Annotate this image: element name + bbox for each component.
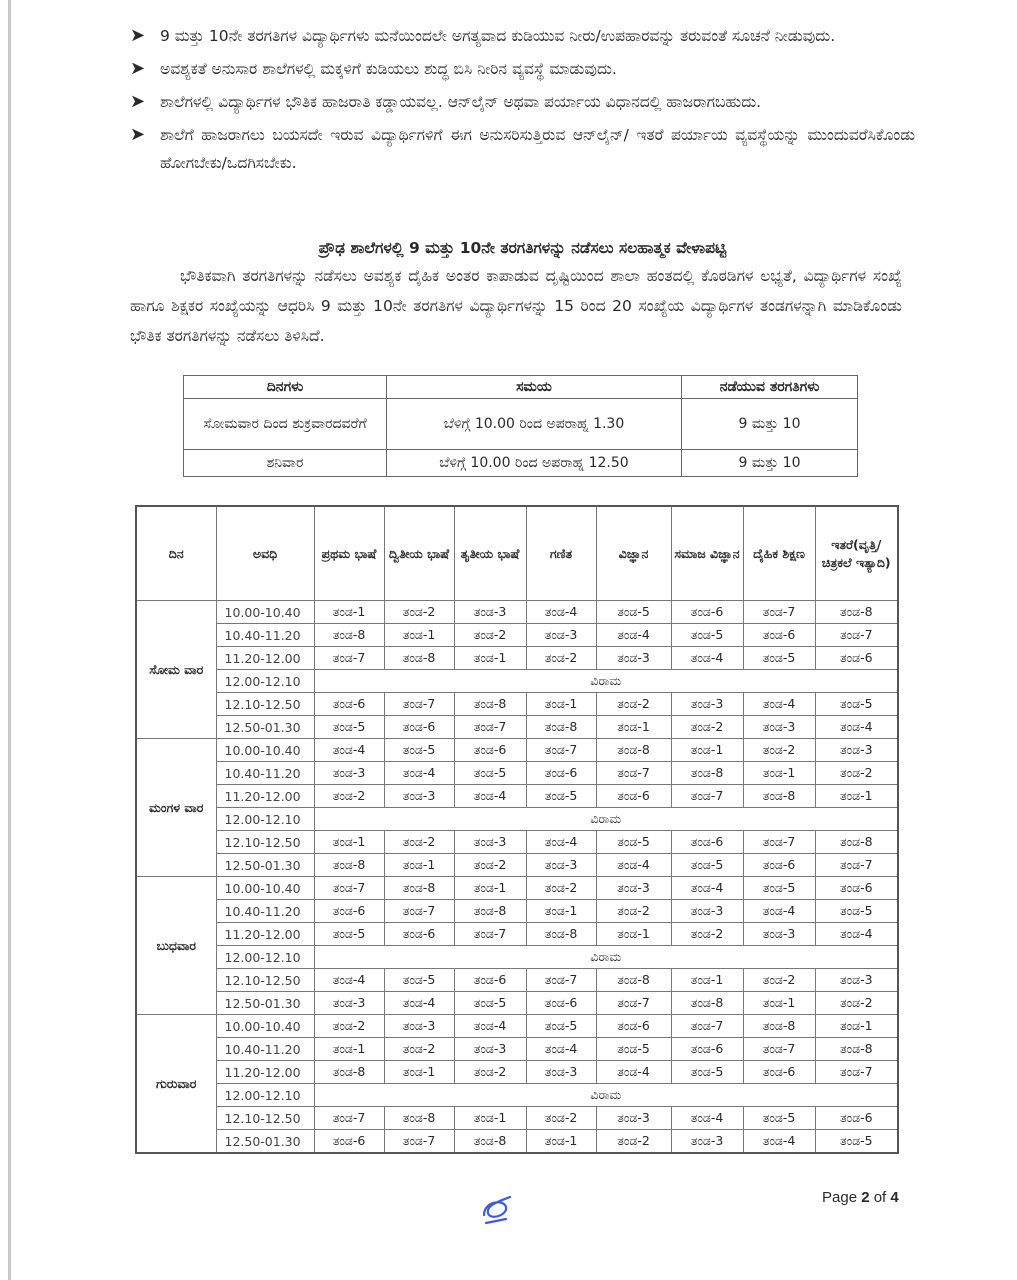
group-cell: ತಂಡ-2 <box>743 969 815 992</box>
bullet-item <box>130 88 915 116</box>
group-cell: ತಂಡ-1 <box>671 969 743 992</box>
arrow-bullet-icon: ➤ <box>130 91 146 112</box>
period-cell: 10.00-10.40 <box>216 739 314 762</box>
timetable-row <box>136 647 898 670</box>
group-cell: ತಂಡ-8 <box>314 854 384 877</box>
summary-cell-classes: 9 ಮತ್ತು 10 <box>682 399 858 450</box>
period-cell: 10.40-11.20 <box>216 1038 314 1061</box>
group-cell: ತಂಡ-5 <box>596 1038 671 1061</box>
summary-cell-classes: 9 ಮತ್ತು 10 <box>682 450 858 477</box>
group-cell: ತಂಡ-8 <box>596 739 671 762</box>
group-cell: ತಂಡ-2 <box>526 877 596 900</box>
period-cell: 12.00-12.10 <box>216 670 314 693</box>
group-cell: ತಂಡ-7 <box>526 739 596 762</box>
group-cell: ತಂಡ-7 <box>384 900 454 923</box>
group-cell: ತಂಡ-6 <box>671 1038 743 1061</box>
group-cell: ತಂಡ-4 <box>815 923 898 946</box>
group-cell: ತಂಡ-2 <box>596 693 671 716</box>
group-cell: ತಂಡ-5 <box>743 877 815 900</box>
group-cell: ತಂಡ-3 <box>314 992 384 1015</box>
group-cell: ತಂಡ-4 <box>384 762 454 785</box>
group-cell: ತಂಡ-1 <box>526 1130 596 1154</box>
timetable-row <box>136 969 898 992</box>
timetable-header-cell: ತೃತೀಯ ಭಾಷೆ <box>454 506 526 601</box>
group-cell: ತಂಡ-4 <box>526 601 596 624</box>
bullet-text: 9 ಮತ್ತು 10ನೇ ತರಗತಿಗಳ ವಿದ್ಯಾರ್ಥಿಗಳು ಮನೆಯಿಂದಲೇ ಅಗತ್ಯವಾದ ಕುಡಿಯುವ ನೀರು/ಉಪಹಾರವನ್ನು ತರುವಂತೆ ಸೂಚನೆ ನೀಡುವುದು. <box>160 27 836 45</box>
timetable-row <box>136 1107 898 1130</box>
group-cell: ತಂಡ-8 <box>526 923 596 946</box>
group-cell: ತಂಡ-5 <box>384 739 454 762</box>
period-cell: 12.50-01.30 <box>216 1130 314 1154</box>
group-cell: ತಂಡ-3 <box>743 716 815 739</box>
group-cell: ತಂಡ-3 <box>671 900 743 923</box>
group-cell: ತಂಡ-3 <box>454 601 526 624</box>
group-cell: ತಂಡ-3 <box>596 877 671 900</box>
group-cell: ತಂಡ-4 <box>314 969 384 992</box>
summary-cell-days: ಶನಿವಾರ <box>184 450 387 477</box>
group-cell: ತಂಡ-8 <box>671 992 743 1015</box>
intro-paragraph: ಭೌತಿಕವಾಗಿ ತರಗತಿಗಳನ್ನು ನಡೆಸಲು ಅವಶ್ಯಕ ದೈಹಿಕ ಅಂತರ ಕಾಪಾಡುವ ದೃಷ್ಟಿಯಿಂದ ಶಾಲಾ ಹಂತದಲ್ಲಿ ಕೊಠಡಿಗಳ ಲಭ್ಯತೆ, ವಿದ್ಯಾರ್ಥಿಗಳ ಸಂಖ್ಯೆ ಹಾಗೂ ಶಿಕ್ಷಕರ ಸಂಖ್ಯೆಯನ್ನು ಆಧರಿಸಿ 9 ಮತ್ತು 10ನೇ ತರಗತಿಗಳ ವಿದ್ಯಾರ್ಥಿಗಳನ್ನು 15 ರಿಂದ 20 ಸಂಖ್ಯೆಯ ವಿದ್ಯಾರ್ಥಿಗಳ ತಂಡಗಳನ್ನಾಗಿ ಮಾಡಿಕೊಂಡು ಭೌತಿಕ ತರಗತಿಗಳನ್ನು ನಡೆಸಲು ತಿಳಿಸಿದೆ. <box>130 267 902 345</box>
summary-cell-time: ಬೆಳಿಗ್ಗೆ 10.00 ರಿಂದ ಅಪರಾಹ್ನ 12.50 <box>387 450 682 477</box>
timetable-row <box>136 762 898 785</box>
timetable-header-cell: ದೈಹಿಕ ಶಿಕ್ಷಣ <box>743 506 815 601</box>
period-cell: 12.00-12.10 <box>216 808 314 831</box>
bullet-list <box>130 22 915 182</box>
period-cell: 10.40-11.20 <box>216 624 314 647</box>
group-cell: ತಂಡ-5 <box>384 969 454 992</box>
group-cell: ತಂಡ-5 <box>815 693 898 716</box>
group-cell: ತಂಡ-2 <box>384 601 454 624</box>
group-cell: ತಂಡ-4 <box>596 854 671 877</box>
group-cell: ತಂಡ-8 <box>384 1107 454 1130</box>
signature-logo-icon <box>476 1193 516 1227</box>
group-cell: ತಂಡ-1 <box>526 900 596 923</box>
group-cell: ತಂಡ-5 <box>454 992 526 1015</box>
group-cell: ತಂಡ-8 <box>454 1130 526 1154</box>
group-cell: ತಂಡ-2 <box>384 831 454 854</box>
group-cell: ತಂಡ-6 <box>526 992 596 1015</box>
timetable-header-cell: ದ್ವಿತೀಯ ಭಾಷೆ <box>384 506 454 601</box>
group-cell: ತಂಡ-1 <box>743 762 815 785</box>
break-cell: ವಿರಾಮ <box>314 670 898 693</box>
timetable-row <box>136 739 898 762</box>
timetable-header-cell: ಪ್ರಥಮ ಭಾಷೆ <box>314 506 384 601</box>
group-cell: ತಂಡ-8 <box>384 877 454 900</box>
group-cell: ತಂಡ-6 <box>743 624 815 647</box>
group-cell: ತಂಡ-3 <box>384 1015 454 1038</box>
group-cell: ತಂಡ-4 <box>743 900 815 923</box>
period-cell: 11.20-12.00 <box>216 785 314 808</box>
timetable-row <box>136 785 898 808</box>
group-cell: ತಂಡ-8 <box>743 1015 815 1038</box>
break-cell: ವಿರಾಮ <box>314 808 898 831</box>
group-cell: ತಂಡ-7 <box>815 854 898 877</box>
group-cell: ತಂಡ-1 <box>815 785 898 808</box>
group-cell: ತಂಡ-5 <box>743 1107 815 1130</box>
bullet-text: ಶಾಲೆಗಳಲ್ಲಿ ವಿದ್ಯಾರ್ಥಿಗಳ ಭೌತಿಕ ಹಾಜರಾತಿ ಕಡ್ಡಾಯವಲ್ಲ. ಆನ್‌ಲೈನ್ ಅಥವಾ ಪರ್ಯಾಯ ವಿಧಾನದಲ್ಲಿ ಹಾಜರಾಗಬಹುದು. <box>160 93 762 111</box>
group-cell: ತಂಡ-4 <box>815 716 898 739</box>
group-cell: ತಂಡ-3 <box>526 624 596 647</box>
day-name-cell: ಮಂಗಳ ವಾರ <box>136 739 216 877</box>
group-cell: ತಂಡ-3 <box>671 1130 743 1154</box>
group-cell: ತಂಡ-5 <box>526 785 596 808</box>
break-cell: ವಿರಾಮ <box>314 946 898 969</box>
timetable-row <box>136 716 898 739</box>
group-cell: ತಂಡ-8 <box>314 1061 384 1084</box>
group-cell: ತಂಡ-5 <box>671 1061 743 1084</box>
group-cell: ತಂಡ-3 <box>671 693 743 716</box>
group-cell: ತಂಡ-1 <box>454 647 526 670</box>
group-cell: ತಂಡ-6 <box>743 854 815 877</box>
page-separator: of <box>869 1189 891 1206</box>
group-cell: ತಂಡ-2 <box>671 923 743 946</box>
group-cell: ತಂಡ-8 <box>815 601 898 624</box>
period-cell: 10.00-10.40 <box>216 877 314 900</box>
group-cell: ತಂಡ-5 <box>671 624 743 647</box>
period-cell: 10.40-11.20 <box>216 762 314 785</box>
group-cell: ತಂಡ-7 <box>815 1061 898 1084</box>
group-cell: ತಂಡ-2 <box>454 854 526 877</box>
group-cell: ತಂಡ-8 <box>815 1038 898 1061</box>
group-cell: ತಂಡ-6 <box>596 1015 671 1038</box>
group-cell: ತಂಡ-7 <box>526 969 596 992</box>
period-cell: 12.10-12.50 <box>216 969 314 992</box>
summary-header-days: ದಿನಗಳು <box>184 376 387 399</box>
group-cell: ತಂಡ-4 <box>454 785 526 808</box>
group-cell: ತಂಡ-6 <box>384 923 454 946</box>
group-cell: ತಂಡ-6 <box>314 1130 384 1154</box>
group-cell: ತಂಡ-2 <box>671 716 743 739</box>
group-cell: ತಂಡ-6 <box>526 762 596 785</box>
group-cell: ತಂಡ-8 <box>596 969 671 992</box>
day-name-cell: ಗುರುವಾರ <box>136 1015 216 1154</box>
bullet-item <box>130 121 915 177</box>
timetable-header-cell: ಗಣಿತ <box>526 506 596 601</box>
group-cell: ತಂಡ-1 <box>596 716 671 739</box>
period-cell: 10.00-10.40 <box>216 1015 314 1038</box>
timetable-row <box>136 900 898 923</box>
group-cell: ತಂಡ-3 <box>384 785 454 808</box>
timetable-row <box>136 831 898 854</box>
bullet-text: ಅವಶ್ಯಕತೆ ಅನುಸಾರ ಶಾಲೆಗಳಲ್ಲಿ ಮಕ್ಕಳಿಗೆ ಕುಡಿಯಲು ಶುದ್ಧ ಬಿಸಿ ನೀರಿನ ವ್ಯವಸ್ಥೆ ಮಾಡುವುದು. <box>160 60 617 78</box>
page-prefix: Page <box>822 1189 862 1206</box>
group-cell: ತಂಡ-5 <box>454 762 526 785</box>
group-cell: ತಂಡ-7 <box>743 1038 815 1061</box>
group-cell: ತಂಡ-6 <box>815 1107 898 1130</box>
group-cell: ತಂಡ-1 <box>314 831 384 854</box>
group-cell: ತಂಡ-2 <box>526 1107 596 1130</box>
group-cell: ತಂಡ-4 <box>596 624 671 647</box>
break-row <box>136 808 898 831</box>
group-cell: ತಂಡ-7 <box>314 877 384 900</box>
group-cell: ತಂಡ-2 <box>526 647 596 670</box>
group-cell: ತಂಡ-2 <box>314 1015 384 1038</box>
page-current: 2 <box>861 1189 870 1206</box>
group-cell: ತಂಡ-3 <box>596 1107 671 1130</box>
period-cell: 11.20-12.00 <box>216 647 314 670</box>
group-cell: ತಂಡ-6 <box>815 647 898 670</box>
timetable-header-cell: ದಿನ <box>136 506 216 601</box>
group-cell: ತಂಡ-8 <box>743 785 815 808</box>
group-cell: ತಂಡ-6 <box>314 693 384 716</box>
weekly-timetable <box>135 505 899 1154</box>
group-cell: ತಂಡ-7 <box>384 1130 454 1154</box>
arrow-bullet-icon: ➤ <box>130 25 146 46</box>
timetable-row <box>136 1061 898 1084</box>
period-cell: 12.50-01.30 <box>216 992 314 1015</box>
group-cell: ತಂಡ-1 <box>526 693 596 716</box>
group-cell: ತಂಡ-1 <box>454 1107 526 1130</box>
period-cell: 12.00-12.10 <box>216 1084 314 1107</box>
timetable-row <box>136 1130 898 1154</box>
group-cell: ತಂಡ-3 <box>743 923 815 946</box>
summary-header-time: ಸಮಯ <box>387 376 682 399</box>
group-cell: ತಂಡ-5 <box>596 601 671 624</box>
group-cell: ತಂಡ-6 <box>314 900 384 923</box>
group-cell: ತಂಡ-7 <box>671 785 743 808</box>
timetable-row <box>136 854 898 877</box>
group-cell: ತಂಡ-1 <box>743 992 815 1015</box>
group-cell: ತಂಡ-2 <box>815 992 898 1015</box>
group-cell: ತಂಡ-1 <box>384 854 454 877</box>
group-cell: ತಂಡ-3 <box>815 739 898 762</box>
timetable-row <box>136 1038 898 1061</box>
group-cell: ತಂಡ-4 <box>743 1130 815 1154</box>
group-cell: ತಂಡ-5 <box>815 900 898 923</box>
group-cell: ತಂಡ-3 <box>815 969 898 992</box>
group-cell: ತಂಡ-8 <box>454 900 526 923</box>
group-cell: ತಂಡ-2 <box>596 900 671 923</box>
group-cell: ತಂಡ-7 <box>454 923 526 946</box>
summary-cell-days: ಸೋಮವಾರ ದಿಂದ ಶುಕ್ರವಾರದವರೆಗೆ <box>184 399 387 450</box>
day-name-cell: ಬುಧವಾರ <box>136 877 216 1015</box>
period-cell: 12.10-12.50 <box>216 693 314 716</box>
group-cell: ತಂಡ-3 <box>526 854 596 877</box>
group-cell: ತಂಡ-4 <box>384 992 454 1015</box>
period-cell: 12.10-12.50 <box>216 831 314 854</box>
group-cell: ತಂಡ-4 <box>671 877 743 900</box>
timetable-row <box>136 992 898 1015</box>
period-cell: 12.00-12.10 <box>216 946 314 969</box>
group-cell: ತಂಡ-8 <box>671 762 743 785</box>
group-cell: ತಂಡ-7 <box>314 1107 384 1130</box>
timetable-header-cell: ಸಮಾಜ ವಿಜ್ಞಾನ <box>671 506 743 601</box>
timetable-header-cell: ಇತರೆ(ವೃತ್ತಿ/ ಚಿತ್ರಕಲೆ ಇತ್ಯಾದಿ) <box>815 506 898 601</box>
summary-cell-time: ಬೆಳಿಗ್ಗೆ 10.00 ರಿಂದ ಅಪರಾಹ್ನ 1.30 <box>387 399 682 450</box>
group-cell: ತಂಡ-8 <box>815 831 898 854</box>
bullet-text: ಶಾಲೆಗೆ ಹಾಜರಾಗಲು ಬಯಸದೇ ಇರುವ ವಿದ್ಯಾರ್ಥಿಗಳಿಗೆ ಈಗ ಅನುಸರಿಸುತ್ತಿರುವ ಆನ್‌ಲೈನ್/ ಇತರೆ ಪರ್ಯಾಯ ವ್ಯವಸ್ಥೆಯನ್ನು ಮುಂದುವರೆಸಿಕೊಂಡು ಹೋಗಬೇಕು/ಒದಗಿಸಬೇಕು. <box>160 126 915 172</box>
summary-header-classes: ನಡೆಯುವ ತರಗತಿಗಳು <box>682 376 858 399</box>
bullet-item <box>130 22 915 50</box>
summary-row <box>184 450 858 477</box>
group-cell: ತಂಡ-5 <box>671 854 743 877</box>
group-cell: ತಂಡ-2 <box>743 739 815 762</box>
group-cell: ತಂಡ-2 <box>596 1130 671 1154</box>
page-edge <box>8 0 11 1280</box>
group-cell: ತಂಡ-3 <box>454 831 526 854</box>
group-cell: ತಂಡ-5 <box>314 716 384 739</box>
group-cell: ತಂಡ-3 <box>526 1061 596 1084</box>
break-row <box>136 1084 898 1107</box>
group-cell: ತಂಡ-8 <box>314 624 384 647</box>
group-cell: ತಂಡ-1 <box>596 923 671 946</box>
day-name-cell: ಸೋಮ ವಾರ <box>136 601 216 739</box>
group-cell: ತಂಡ-6 <box>671 831 743 854</box>
page-number <box>822 1189 899 1206</box>
group-cell: ತಂಡ-7 <box>596 992 671 1015</box>
group-cell: ತಂಡ-7 <box>815 624 898 647</box>
group-cell: ತಂಡ-4 <box>596 1061 671 1084</box>
group-cell: ತಂಡ-6 <box>384 716 454 739</box>
group-cell: ತಂಡ-5 <box>596 831 671 854</box>
group-cell: ತಂಡ-1 <box>454 877 526 900</box>
group-cell: ತಂಡ-2 <box>454 624 526 647</box>
group-cell: ತಂಡ-3 <box>314 762 384 785</box>
group-cell: ತಂಡ-5 <box>743 647 815 670</box>
timetable-row <box>136 1015 898 1038</box>
group-cell: ತಂಡ-6 <box>454 969 526 992</box>
summary-table <box>183 375 858 477</box>
break-cell: ವಿರಾಮ <box>314 1084 898 1107</box>
group-cell: ತಂಡ-8 <box>384 647 454 670</box>
group-cell: ತಂಡ-2 <box>454 1061 526 1084</box>
group-cell: ತಂಡ-1 <box>671 739 743 762</box>
group-cell: ತಂಡ-4 <box>526 831 596 854</box>
group-cell: ತಂಡ-4 <box>526 1038 596 1061</box>
group-cell: ತಂಡ-1 <box>384 1061 454 1084</box>
group-cell: ತಂಡ-4 <box>743 693 815 716</box>
group-cell: ತಂಡ-4 <box>314 739 384 762</box>
group-cell: ತಂಡ-1 <box>815 1015 898 1038</box>
group-cell: ತಂಡ-6 <box>454 739 526 762</box>
timetable-row <box>136 601 898 624</box>
group-cell: ತಂಡ-7 <box>596 762 671 785</box>
group-cell: ತಂಡ-6 <box>596 785 671 808</box>
timetable-row <box>136 624 898 647</box>
group-cell: ತಂಡ-6 <box>815 877 898 900</box>
group-cell: ತಂಡ-4 <box>671 1107 743 1130</box>
group-cell: ತಂಡ-3 <box>454 1038 526 1061</box>
bullet-item <box>130 55 915 83</box>
period-cell: 10.40-11.20 <box>216 900 314 923</box>
group-cell: ತಂಡ-4 <box>454 1015 526 1038</box>
timetable-row <box>136 877 898 900</box>
period-cell: 12.50-01.30 <box>216 716 314 739</box>
page-total: 4 <box>890 1189 899 1206</box>
group-cell: ತಂಡ-1 <box>314 1038 384 1061</box>
group-cell: ತಂಡ-5 <box>815 1130 898 1154</box>
group-cell: ತಂಡ-8 <box>454 693 526 716</box>
group-cell: ತಂಡ-7 <box>314 647 384 670</box>
timetable-header-cell: ಅವಧಿ <box>216 506 314 601</box>
group-cell: ತಂಡ-7 <box>671 1015 743 1038</box>
group-cell: ತಂಡ-8 <box>526 716 596 739</box>
period-cell: 12.10-12.50 <box>216 1107 314 1130</box>
arrow-bullet-icon: ➤ <box>130 58 146 79</box>
timetable-row <box>136 923 898 946</box>
timetable-header-row <box>136 506 898 601</box>
group-cell: ತಂಡ-2 <box>384 1038 454 1061</box>
timetable-header-cell: ವಿಜ್ಞಾನ <box>596 506 671 601</box>
arrow-bullet-icon: ➤ <box>130 124 146 145</box>
group-cell: ತಂಡ-4 <box>671 647 743 670</box>
period-cell: 11.20-12.00 <box>216 1061 314 1084</box>
group-cell: ತಂಡ-7 <box>743 831 815 854</box>
group-cell: ತಂಡ-1 <box>384 624 454 647</box>
period-cell: 12.50-01.30 <box>216 854 314 877</box>
group-cell: ತಂಡ-7 <box>454 716 526 739</box>
break-row <box>136 946 898 969</box>
group-cell: ತಂಡ-6 <box>671 601 743 624</box>
group-cell: ತಂಡ-2 <box>314 785 384 808</box>
period-cell: 11.20-12.00 <box>216 923 314 946</box>
section-heading: ಪ್ರೌಢ ಶಾಲೆಗಳಲ್ಲಿ 9 ಮತ್ತು 10ನೇ ತರಗತಿಗಳನ್ನು ನಡೆಸಲು ಸಲಹಾತ್ಮಕ ವೇಳಾಪಟ್ಟಿ <box>318 239 727 257</box>
group-cell: ತಂಡ-7 <box>743 601 815 624</box>
group-cell: ತಂಡ-5 <box>314 923 384 946</box>
group-cell: ತಂಡ-3 <box>596 647 671 670</box>
group-cell: ತಂಡ-1 <box>314 601 384 624</box>
period-cell: 10.00-10.40 <box>216 601 314 624</box>
timetable-row <box>136 693 898 716</box>
break-row <box>136 670 898 693</box>
group-cell: ತಂಡ-5 <box>526 1015 596 1038</box>
summary-header-row <box>184 376 858 399</box>
group-cell: ತಂಡ-6 <box>743 1061 815 1084</box>
group-cell: ತಂಡ-2 <box>815 762 898 785</box>
group-cell: ತಂಡ-7 <box>384 693 454 716</box>
summary-row <box>184 399 858 450</box>
